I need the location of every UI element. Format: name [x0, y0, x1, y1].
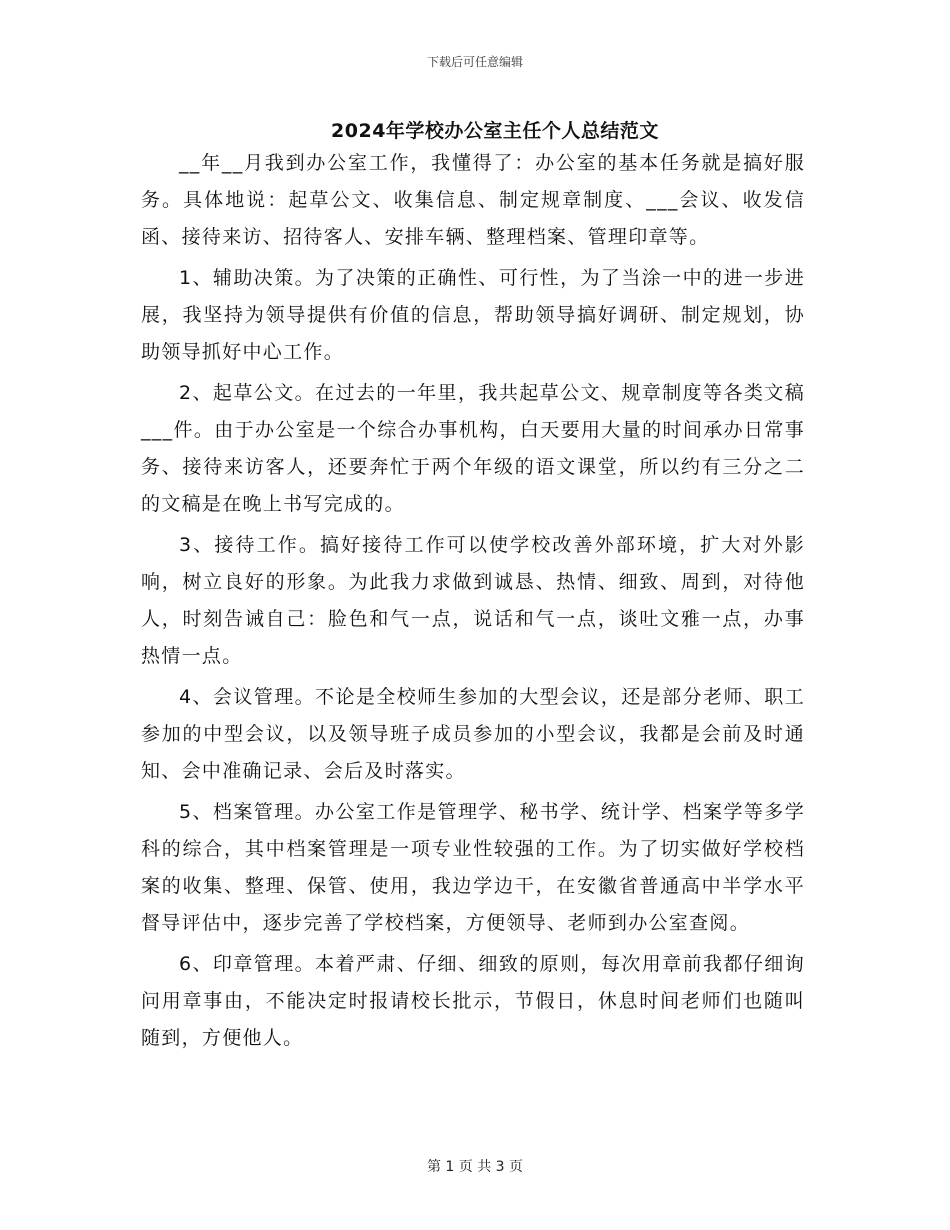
paragraph-intro: __年__月我到办公室工作，我懂得了：办公室的基本任务就是搞好服务。具体地说：起草公文、收集信息、制定规章制度、___会议、收发信函、接待来访、招待客人、安排车辆、整理档案、管理印章等。 — [141, 152, 805, 248]
paragraph-meetings: 4、会议管理。不论是全校师生参加的大型会议，还是部分老师、职工参加的中型会议，以及领导班子成员参加的小型会议，我都是会前及时通知、会中准确记录、会后及时落实。 — [141, 686, 805, 782]
paragraph-seal-management: 6、印章管理。本着严肃、仔细、细致的原则，每次用章前我都仔细询问用章事由，不能决定时报请校长批示，节假日，休息时间老师们也随叫随到，方便他人。 — [141, 953, 805, 1049]
paragraph-archives: 5、档案管理。办公室工作是管理学、秘书学、统计学、档案学等多学科的综合，其中档案管理是一项专业性较强的工作。为了切实做好学校档案的收集、整理、保管、使用，我边学边干，在安徽省普通高中半学水平督导评估中，逐步完善了学校档案，方便领导、老师到办公室查阅。 — [141, 801, 805, 934]
document-title: 2024年学校办公室主任个人总结范文 — [331, 120, 659, 142]
document-body — [141, 145, 805, 1061]
paragraph-drafting: 2、起草公文。在过去的一年里，我共起草公文、规章制度等各类文稿___件。由于办公室是一个综合办事机构，白天要用大量的时间承办日常事务、接待来访客人，还要奔忙于两个年级的语文课堂，所以约有三分之二的文稿是在晚上书写完成的。 — [141, 382, 805, 515]
paragraph-decision-support: 1、辅助决策。为了决策的正确性、可行性，为了当涂一中的进一步进展，我坚持为领导提供有价值的信息，帮助领导搞好调研、制定规划，协助领导抓好中心工作。 — [141, 267, 805, 363]
paragraph-reception: 3、接待工作。搞好接待工作可以使学校改善外部环境，扩大对外影响，树立良好的形象。为此我力求做到诚恳、热情、细致、周到，对待他人，时刻告诫自己：脸色和气一点，说话和气一点，谈吐文雅一点，办事热情一点。 — [141, 534, 805, 667]
page-number-footer: 第 1 页 共 3 页 — [426, 1159, 524, 1175]
header-note: 下载后可任意编辑 — [426, 55, 523, 69]
